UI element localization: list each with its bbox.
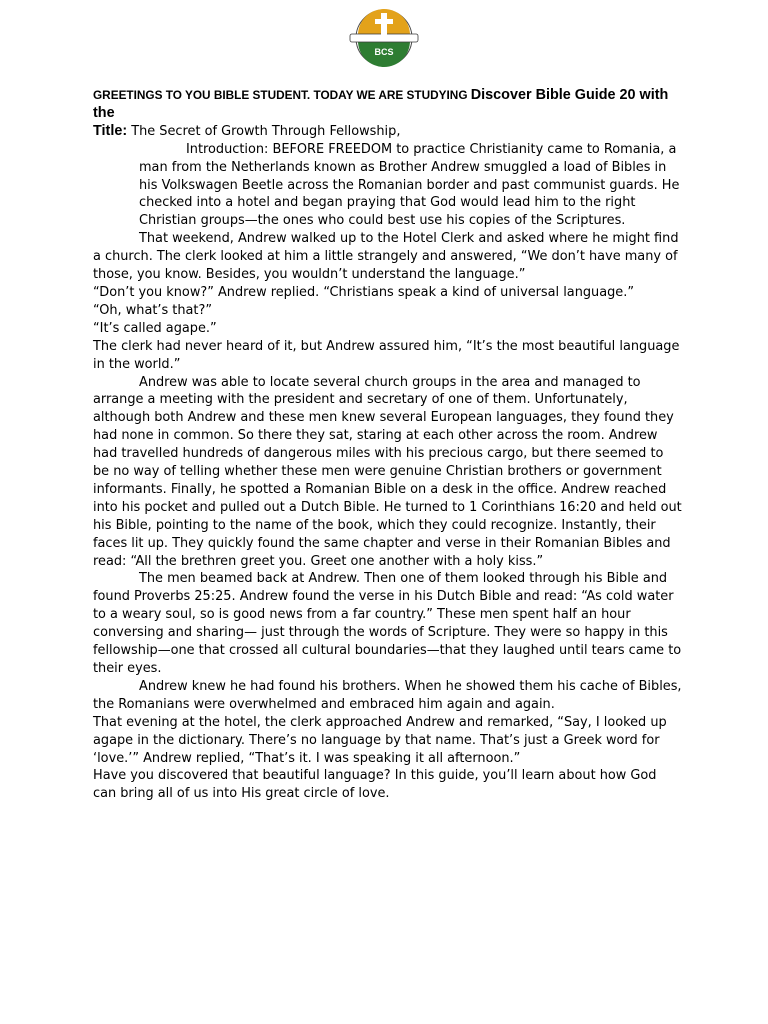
document-heading <box>93 87 683 141</box>
bcs-logo <box>346 8 422 68</box>
paragraph: Have you discovered that beautiful language? In this guide, you’ll learn about how God can bring all of us into His great circle of love. <box>93 768 657 802</box>
heading-prefix: GREETINGS TO YOU BIBLE STUDENT. TODAY WE ARE STUDYING <box>93 88 471 102</box>
paragraph: The men beamed back at Andrew. Then one of them looked through his Bible and found Proverbs 25:25. Andrew found the verse in his Dutch Bible and read: “As cold water to a weary soul, so is good news from a far country.” These men spent half an hour conversing and sharing— just through the words of Scripture. They were so happy in this fellowship—one that crossed all cultural boundaries—that they laughed until tears came to their eyes. <box>93 571 682 676</box>
paragraph: That evening at the hotel, the clerk approached Andrew and remarked, “Say, I looked up agape in the dictionary. There’s no language by that name. That’s just a Greek word for ‘love.’” Andrew replied, “That’s it. I was speaking it all afternoon.” <box>93 714 667 766</box>
paragraph: That weekend, Andrew walked up to the Hotel Clerk and asked where he might find a church. The clerk looked at him a little strangely and answered, “We don’t have many of those, you know. Besides, you wouldn’t understand the language.” <box>93 231 679 283</box>
document-body <box>93 87 683 803</box>
paragraph: “It’s called agape.” <box>93 320 217 336</box>
paragraph-introduction: Introduction: BEFORE FREEDOM to practice Christianity came to Romania, a man from the Netherlands known as Brother Andrew smuggled a load of Bibles in his Volkswagen Beetle across the Romanian border and past communist guards. He checked into a hotel and began praying that God would lead him to the right Christian groups—the ones who could best use his copies of the Scriptures. <box>139 141 680 229</box>
paragraph: “Oh, what’s that?” <box>93 302 213 318</box>
heading-title-label: Title: <box>93 122 128 139</box>
paragraph: Andrew knew he had found his brothers. When he showed them his cache of Bibles, the Romanians were overwhelmed and embraced him again and again. <box>93 678 682 712</box>
paragraph: “Don’t you know?” Andrew replied. “Christians speak a kind of universal language.” <box>93 284 635 300</box>
heading-title: The Secret of Growth Through Fellowship, <box>127 123 401 139</box>
paragraph: Andrew was able to locate several church groups in the area and managed to arrange a meeting with the president and secretary of one of them. Unfortunately, although both Andrew and these men knew several European languages, they found they had none in common. So there they sat, staring at each other across the room. Andrew had travelled hundreds of dangerous miles with his precious cargo, but there seemed to be no way of telling whether these men were genuine Christian brothers or government informants. Finally, he spotted a Romanian Bible on a desk in the office. Andrew reached into his pocket and pulled out a Dutch Bible. He turned to 1 Corinthians 16:20 and held out his Bible, pointing to the name of the book, which they could recognize. Instantly, their faces lit up. They quickly found the same chapter and verse in their Romanian Bibles and read: “All the brethren greet you. Greet one another with a holy kiss.” <box>93 374 682 569</box>
heading-guide: Discover Bible Guide 20 with the <box>93 87 669 121</box>
logo-text: BCS <box>374 47 394 57</box>
paragraph: The clerk had never heard of it, but Andrew assured him, “It’s the most beautiful language in the world.” <box>93 338 680 372</box>
